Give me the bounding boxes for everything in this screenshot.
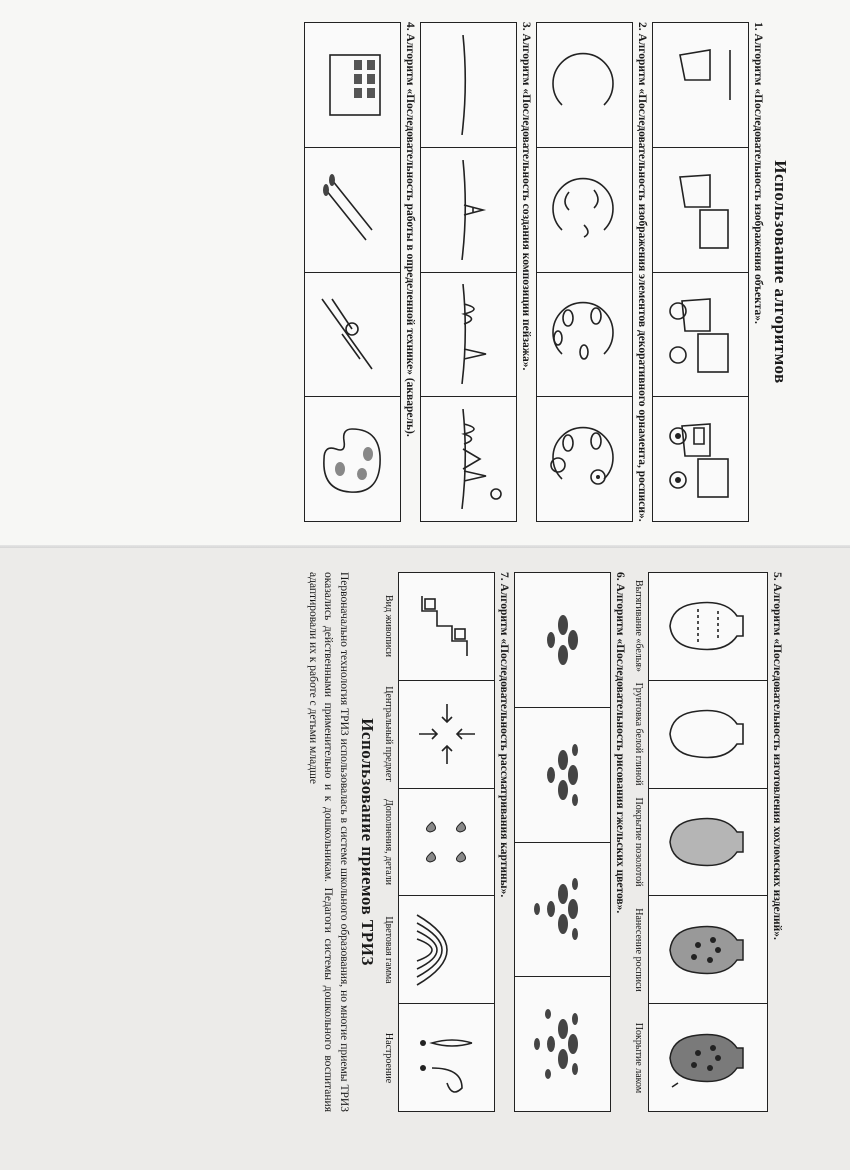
step-cell — [537, 148, 632, 273]
mood-symbols-drawing — [407, 1013, 487, 1103]
step-cell — [537, 397, 632, 521]
algorithm-strip-khokhloma — [648, 572, 768, 1112]
painting-labels — [383, 572, 395, 1112]
khokhloma-labels — [633, 572, 645, 1112]
section-caption: 6. Алгоритм «Последовательность рисования гжельских цветов». — [614, 572, 627, 914]
step-label: Настроение — [383, 1032, 395, 1084]
step-label: Дополнения, детали — [383, 798, 395, 885]
step-cell — [649, 681, 767, 789]
bottom-page-content — [25, 572, 785, 1112]
step-cell — [649, 896, 767, 1004]
section-caption: 7. Алгоритм «Последовательность рассматривания картины». — [498, 572, 511, 898]
ornament-step-1-drawing — [545, 45, 625, 125]
algorithm-strip-watercolor — [304, 22, 401, 522]
landscape-step-1-drawing — [429, 35, 509, 135]
step-cell — [649, 1004, 767, 1111]
vase-step-3-drawing — [658, 807, 758, 877]
details-drops-drawing — [407, 797, 487, 887]
algorithm-strip-ornament — [536, 22, 633, 522]
truck-step-3-drawing — [661, 289, 741, 379]
step-label: Грунтовка белой глиной — [633, 682, 644, 786]
landscape-step-4-drawing — [429, 409, 509, 509]
section-caption: 4. Алгоритм «Последовательность работы в определенной технике» (акварель). — [404, 22, 416, 437]
algorithm-strip-landscape — [420, 22, 517, 522]
truck-step-1-drawing — [661, 40, 741, 130]
genre-steps-drawing — [407, 581, 487, 671]
step-cell — [516, 843, 611, 978]
algorithm-strip-painting — [399, 572, 496, 1112]
step-cell — [649, 789, 767, 897]
step-cell — [653, 397, 748, 521]
ornament-step-2-drawing — [545, 170, 625, 250]
step-cell — [653, 148, 748, 273]
step-cell — [537, 23, 632, 148]
step-cell — [400, 896, 495, 1004]
step-cell — [421, 23, 516, 148]
step-label: Покрытие позолотой — [633, 797, 644, 887]
step-cell — [516, 977, 611, 1111]
brushes-drawing — [313, 165, 393, 255]
step-cell — [653, 273, 748, 398]
triz-paragraph: Первоначально технология ТРИЗ использовалась в системе школьного образования, но многие приемы ТРИЗ оказались действенными применительно и к дошкольникам. Педагоги системы дошкольного воспитания адаптировали их к работе с детьми младше — [306, 572, 350, 1112]
step-label: Вид живописи — [383, 594, 395, 658]
landscape-step-3-drawing — [429, 284, 509, 384]
vase-step-5-drawing — [658, 1023, 758, 1093]
central-arrows-drawing — [407, 689, 487, 779]
step-cell — [537, 273, 632, 398]
truck-step-4-drawing — [661, 414, 741, 504]
ornament-step-3-drawing — [545, 294, 625, 374]
step-cell — [400, 789, 495, 897]
vase-step-2-drawing — [658, 699, 758, 769]
section-caption: 2. Алгоритм «Последовательность изображения элементов декоративного орнамента, росписи». — [636, 22, 648, 522]
painting-hand-drawing — [313, 289, 393, 379]
step-cell — [516, 573, 611, 708]
step-cell — [400, 1004, 495, 1111]
section-caption: 5. Алгоритм «Последовательность изготовления хохломских изделий». — [771, 572, 783, 940]
algorithm-strip-gzhel — [515, 572, 612, 1112]
gzhel-step-4-drawing — [523, 999, 603, 1089]
ornament-step-4-drawing — [545, 419, 625, 499]
step-cell — [421, 148, 516, 273]
section-caption: 1. Алгоритм «Последовательность изображения объекта». — [752, 22, 764, 324]
step-cell — [400, 681, 495, 789]
step-cell — [421, 273, 516, 398]
algorithm-strip-object — [652, 22, 749, 522]
step-label: Вытягивание «белья» — [633, 580, 644, 672]
step-label: Покрытие лаком — [633, 1022, 644, 1094]
step-label: Нанесение росписи — [633, 908, 644, 992]
step-cell — [421, 397, 516, 521]
step-cell — [400, 573, 495, 681]
triz-heading: Использование приемов ТРИЗ — [358, 718, 377, 966]
step-label: Цветовая гамма — [383, 916, 395, 984]
step-cell — [516, 708, 611, 843]
gzhel-step-1-drawing — [523, 595, 603, 685]
step-cell — [305, 23, 400, 148]
step-cell — [305, 397, 400, 521]
step-cell — [305, 273, 400, 398]
step-label: Центральный предмет — [383, 686, 395, 782]
vase-step-1-drawing — [658, 591, 758, 661]
step-cell — [305, 148, 400, 273]
section-caption: 3. Алгоритм «Последовательность создания композиции пейзажа». — [520, 22, 532, 371]
gzhel-step-3-drawing — [523, 864, 603, 954]
color-rainbow-drawing — [407, 905, 487, 995]
top-page-content — [30, 22, 790, 522]
vase-step-4-drawing — [658, 915, 758, 985]
gzhel-step-2-drawing — [523, 730, 603, 820]
landscape-step-2-drawing — [429, 160, 509, 260]
page-heading: Использование алгоритмов — [771, 160, 790, 384]
palette-drawing — [313, 414, 393, 504]
paint-box-drawing — [313, 40, 393, 130]
step-cell — [653, 23, 748, 148]
step-cell — [649, 573, 767, 681]
truck-step-2-drawing — [661, 165, 741, 255]
